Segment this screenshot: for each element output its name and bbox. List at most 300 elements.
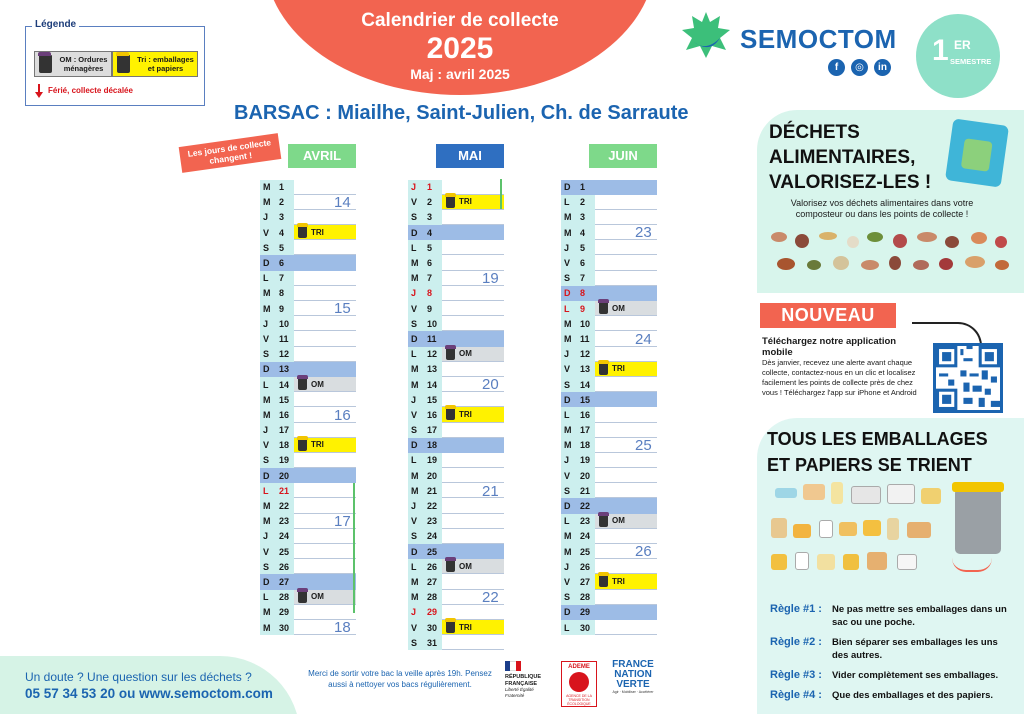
- day-number: 9: [279, 303, 285, 314]
- day-cell: [561, 605, 595, 620]
- day-letter: D: [411, 333, 418, 344]
- day-letter: D: [263, 364, 270, 375]
- day-number: 25: [427, 546, 438, 557]
- day-number: 4: [279, 227, 285, 238]
- legend-om: [34, 51, 112, 77]
- day-number: 5: [580, 242, 586, 253]
- day-letter: M: [411, 364, 419, 375]
- day-cell: [561, 392, 595, 407]
- week-number: 14: [334, 193, 351, 211]
- collection-cell: [595, 605, 657, 620]
- day-letter: M: [263, 622, 271, 633]
- day-cell: [408, 453, 442, 468]
- collection-cell: [294, 180, 356, 195]
- day-letter: S: [411, 425, 418, 436]
- collection-cell: [595, 483, 657, 498]
- legend-om-label: OM : Ordures ménagères: [59, 55, 108, 73]
- rule-item: [770, 689, 1010, 702]
- day-cell: [408, 574, 442, 589]
- day-row: [561, 316, 657, 331]
- bag-icon: [771, 518, 787, 538]
- day-row: [260, 377, 356, 392]
- day-letter: J: [411, 501, 417, 512]
- day-cell: [408, 240, 442, 255]
- collection-cell: [442, 316, 504, 331]
- day-letter: D: [411, 546, 418, 557]
- day-letter: V: [411, 516, 418, 527]
- day-number: 12: [427, 349, 438, 360]
- day-number: 1: [279, 182, 285, 193]
- day-cell: [260, 498, 294, 513]
- week-number: 16: [334, 406, 351, 424]
- day-number: 20: [580, 470, 591, 481]
- day-row: [408, 620, 504, 635]
- collection-cell: [294, 544, 356, 559]
- food-icon: [777, 258, 795, 270]
- day-row: [561, 529, 657, 544]
- ademe-name: ADEME: [568, 664, 590, 670]
- collection-tag: TRI: [612, 364, 625, 374]
- fnv-line: FRANCE: [612, 659, 654, 670]
- day-row: [408, 240, 504, 255]
- day-letter: L: [411, 455, 417, 466]
- day-cell: [408, 620, 442, 635]
- food-scraps-illustration: [767, 232, 1017, 287]
- collection-cell: [595, 620, 657, 635]
- day-row: [260, 468, 356, 483]
- day-letter: L: [263, 485, 269, 496]
- collection-cell: [595, 468, 657, 483]
- bottle-icon: [775, 488, 797, 498]
- day-row: [260, 605, 356, 620]
- day-letter: M: [564, 318, 572, 329]
- rule-text: Vider complètement ses emballages.: [832, 670, 999, 681]
- collection-cell: [595, 392, 657, 407]
- day-letter: M: [411, 470, 419, 481]
- day-letter: V: [564, 576, 571, 587]
- food-waste-panel: [757, 110, 1024, 293]
- day-number: 28: [279, 592, 290, 603]
- cup-icon: [819, 520, 833, 538]
- day-number: 28: [427, 592, 438, 603]
- day-number: 28: [580, 592, 591, 603]
- republique-francaise-logo: [505, 661, 553, 707]
- collection-tag: OM: [311, 592, 324, 602]
- collection-cell: [442, 529, 504, 544]
- day-number: 1: [427, 182, 433, 193]
- paper-icon: [897, 554, 917, 570]
- day-letter: S: [411, 531, 418, 542]
- day-letter: J: [263, 212, 269, 223]
- day-cell: [260, 620, 294, 635]
- day-letter: D: [411, 440, 418, 451]
- day-number: 4: [580, 227, 586, 238]
- day-row: [260, 255, 356, 270]
- day-row: [408, 407, 504, 422]
- day-cell: [260, 225, 294, 240]
- day-letter: M: [263, 394, 271, 405]
- day-letter: M: [263, 409, 271, 420]
- day-letter: L: [564, 197, 570, 208]
- week-number: 23: [635, 224, 652, 242]
- collection-tag: OM: [612, 516, 625, 526]
- day-letter: L: [263, 592, 269, 603]
- day-row: [260, 210, 356, 225]
- day-cell: [408, 180, 442, 195]
- collection-cell: [442, 362, 504, 377]
- collection-cell: [595, 590, 657, 605]
- collection-cell: [294, 438, 356, 453]
- collection-cell: [294, 255, 356, 270]
- facebook-icon[interactable]: f: [828, 59, 845, 76]
- app-title: Téléchargez notre application mobile: [762, 336, 897, 358]
- footer-question: Un doute ? Une question sur les déchets ?: [25, 670, 252, 684]
- collection-cell: [595, 316, 657, 331]
- collection-cell: [442, 240, 504, 255]
- day-row: [408, 453, 504, 468]
- day-row: [408, 605, 504, 620]
- collection-cell: [595, 453, 657, 468]
- day-row: [561, 362, 657, 377]
- footer-background: [0, 656, 300, 714]
- day-letter: M: [564, 546, 572, 557]
- day-cell: [260, 240, 294, 255]
- day-row: [408, 316, 504, 331]
- collection-tag: TRI: [459, 622, 472, 632]
- day-number: 3: [580, 212, 586, 223]
- day-letter: M: [263, 182, 271, 193]
- day-number: 24: [580, 531, 591, 542]
- day-row: [408, 635, 504, 650]
- day-cell: [408, 483, 442, 498]
- day-row: [408, 529, 504, 544]
- day-letter: M: [263, 607, 271, 618]
- day-number: 26: [279, 561, 290, 572]
- day-number: 31: [427, 637, 438, 648]
- instagram-icon[interactable]: ◎: [851, 59, 868, 76]
- collection-cell: [442, 423, 504, 438]
- day-row: [408, 301, 504, 316]
- day-letter: M: [411, 592, 419, 603]
- rf-line: FRANÇAISE: [505, 680, 538, 687]
- food-icon: [939, 258, 953, 270]
- packaging-title-line: ET PAPIERS SE TRIENT: [767, 455, 972, 475]
- packaging-title: [767, 426, 988, 478]
- day-cell: [408, 407, 442, 422]
- day-cell: [260, 347, 294, 362]
- day-cell: [561, 255, 595, 270]
- day-cell: [561, 347, 595, 362]
- day-number: 23: [427, 516, 438, 527]
- day-cell: [260, 271, 294, 286]
- day-letter: D: [564, 501, 571, 512]
- food-icon: [965, 256, 985, 268]
- month-header: MAI: [436, 144, 504, 168]
- day-letter: J: [263, 425, 269, 436]
- rule-label: Règle #4 :: [770, 689, 822, 701]
- day-letter: J: [564, 242, 570, 253]
- om-bin-icon: [298, 591, 307, 603]
- day-number: 16: [279, 409, 290, 420]
- day-letter: J: [564, 349, 570, 360]
- food-icon: [917, 232, 937, 242]
- day-cell: [408, 347, 442, 362]
- day-row: [561, 180, 657, 195]
- day-number: 10: [279, 318, 290, 329]
- day-row: [561, 347, 657, 362]
- day-cell: [408, 225, 442, 240]
- day-letter: M: [564, 227, 572, 238]
- tri-bin-icon: [446, 196, 455, 208]
- day-letter: S: [564, 485, 571, 496]
- day-number: 18: [427, 440, 438, 451]
- collection-cell: [595, 301, 657, 316]
- day-number: 14: [427, 379, 438, 390]
- day-number: 23: [580, 516, 591, 527]
- collection-tag: OM: [311, 379, 324, 389]
- collection-cell: [595, 574, 657, 589]
- food-icon: [945, 236, 959, 248]
- day-number: 21: [279, 485, 290, 496]
- week-number: 25: [635, 436, 652, 454]
- collection-cell: [294, 559, 356, 574]
- day-row: [561, 271, 657, 286]
- footer-contact[interactable]: 05 57 34 53 20 ou www.semoctom.com: [25, 686, 273, 701]
- om-bin-icon: [599, 515, 608, 527]
- day-number: 25: [580, 546, 591, 557]
- collection-cell: [442, 620, 504, 635]
- day-number: 5: [279, 242, 285, 253]
- day-cell: [260, 331, 294, 346]
- day-row: [561, 498, 657, 513]
- collection-cell: [442, 559, 504, 574]
- day-number: 17: [279, 425, 290, 436]
- week-number: 17: [334, 512, 351, 530]
- day-cell: [561, 195, 595, 210]
- month-header: AVRIL: [288, 144, 356, 168]
- day-cell: [408, 590, 442, 605]
- day-number: 10: [427, 318, 438, 329]
- day-cell: [408, 377, 442, 392]
- tri-bin-icon: [298, 226, 307, 238]
- semester-badge: [916, 14, 1000, 98]
- day-cell: [561, 407, 595, 422]
- day-letter: M: [263, 501, 271, 512]
- day-cell: [260, 559, 294, 574]
- day-row: [561, 195, 657, 210]
- collection-cell: [442, 498, 504, 513]
- day-row: [408, 559, 504, 574]
- collection-tag: TRI: [311, 227, 324, 237]
- rule-text: Ne pas mettre ses emballages dans un sac ou une poche.: [832, 604, 1007, 628]
- day-letter: S: [263, 455, 270, 466]
- day-number: 7: [279, 273, 285, 284]
- day-letter: J: [411, 607, 417, 618]
- collection-cell: [595, 180, 657, 195]
- day-cell: [260, 423, 294, 438]
- collection-cell: [294, 453, 356, 468]
- food-icon: [771, 232, 787, 242]
- day-number: 26: [427, 561, 438, 572]
- collection-cell: [294, 316, 356, 331]
- collection-cell: [294, 392, 356, 407]
- semoctom-leaf-icon: [680, 8, 732, 60]
- brand-name: SEMOCTOM: [740, 24, 897, 54]
- day-number: 12: [279, 349, 290, 360]
- rule-label: Règle #2 :: [770, 636, 822, 648]
- france-nation-verte-logo: [605, 660, 661, 708]
- day-letter: V: [411, 409, 418, 420]
- day-row: [260, 453, 356, 468]
- collection-cell: [442, 407, 504, 422]
- food-icon: [795, 234, 809, 248]
- new-badge: NOUVEAU: [760, 303, 896, 328]
- day-row: [561, 468, 657, 483]
- collection-cell: [595, 514, 657, 529]
- day-number: 25: [279, 546, 290, 557]
- week-number: 18: [334, 619, 351, 637]
- legend-title: Légende: [32, 19, 79, 30]
- location-title: [234, 102, 689, 125]
- day-cell: [260, 453, 294, 468]
- newspaper-icon: [851, 486, 881, 504]
- food-waste-title-line: VALORISEZ-LES !: [769, 172, 932, 193]
- day-row: [561, 483, 657, 498]
- day-number: 8: [580, 288, 586, 299]
- day-number: 23: [279, 516, 290, 527]
- collection-cell: [442, 635, 504, 650]
- day-row: [561, 210, 657, 225]
- day-letter: M: [564, 440, 572, 451]
- box-icon: [867, 552, 887, 570]
- day-row: [408, 255, 504, 270]
- day-number: 22: [279, 501, 290, 512]
- day-letter: V: [411, 622, 418, 633]
- day-number: 21: [427, 485, 438, 496]
- day-letter: S: [564, 592, 571, 603]
- day-letter: J: [564, 561, 570, 572]
- food-icon: [819, 232, 837, 240]
- day-cell: [408, 316, 442, 331]
- day-number: 3: [279, 212, 285, 223]
- day-cell: [561, 423, 595, 438]
- day-cell: [561, 483, 595, 498]
- day-row: [561, 392, 657, 407]
- arrow-icon: [952, 558, 992, 572]
- location-city: BARSAC :: [234, 102, 332, 124]
- day-number: 9: [580, 303, 586, 314]
- day-number: 6: [427, 258, 433, 269]
- collection-tag: TRI: [612, 576, 625, 586]
- collection-cell: [294, 529, 356, 544]
- day-number: 12: [580, 349, 591, 360]
- day-number: 18: [580, 440, 591, 451]
- collection-cell: [294, 347, 356, 362]
- om-bin-icon: [446, 348, 455, 360]
- day-row: [561, 590, 657, 605]
- day-cell: [260, 362, 294, 377]
- day-row: [260, 423, 356, 438]
- day-cell: [260, 377, 294, 392]
- collection-cell: [442, 468, 504, 483]
- collection-cell: [595, 210, 657, 225]
- collection-cell: [595, 423, 657, 438]
- day-number: 4: [427, 227, 433, 238]
- day-number: 2: [427, 197, 433, 208]
- semester-word: SEMESTRE: [950, 57, 992, 66]
- social-links: [828, 59, 891, 76]
- day-row: [408, 331, 504, 346]
- day-cell: [408, 331, 442, 346]
- day-letter: J: [411, 182, 417, 193]
- qr-code-icon[interactable]: [933, 343, 1003, 413]
- week-number: 22: [482, 588, 499, 606]
- day-row: [408, 514, 504, 529]
- om-bin-icon: [599, 302, 608, 314]
- day-cell: [408, 286, 442, 301]
- day-number: 27: [580, 576, 591, 587]
- collection-cell: [294, 225, 356, 240]
- day-number: 19: [279, 455, 290, 466]
- food-icon: [893, 234, 907, 248]
- day-row: [408, 544, 504, 559]
- food-icon: [889, 256, 901, 270]
- tri-bin-icon: [446, 408, 455, 420]
- day-letter: S: [411, 318, 418, 329]
- linkedin-icon[interactable]: in: [874, 59, 891, 76]
- day-row: [260, 574, 356, 589]
- food-icon: [807, 260, 821, 270]
- collection-tag: TRI: [459, 409, 472, 419]
- day-row: [561, 514, 657, 529]
- sorting-rules: [770, 603, 1010, 709]
- day-cell: [408, 271, 442, 286]
- day-cell: [561, 574, 595, 589]
- day-number: 20: [279, 470, 290, 481]
- day-cell: [260, 438, 294, 453]
- food-icon: [861, 260, 879, 270]
- collection-cell: [442, 347, 504, 362]
- day-number: 8: [427, 288, 433, 299]
- collection-cell: [442, 255, 504, 270]
- cup-icon: [795, 552, 809, 570]
- month-header: JUIN: [589, 144, 657, 168]
- can-icon: [793, 524, 811, 538]
- day-cell: [408, 392, 442, 407]
- rule-label: Règle #1 :: [770, 603, 822, 615]
- calendar-title: Calendrier de collecte: [361, 10, 559, 31]
- day-letter: L: [411, 561, 417, 572]
- day-number: 1: [580, 182, 586, 193]
- collection-cell: [442, 286, 504, 301]
- day-number: 22: [427, 501, 438, 512]
- magazine-icon: [887, 484, 915, 504]
- day-letter: D: [564, 394, 571, 405]
- day-number: 2: [279, 197, 285, 208]
- day-cell: [561, 331, 595, 346]
- day-row: [561, 286, 657, 301]
- collection-cell: [442, 210, 504, 225]
- day-row: [408, 180, 504, 195]
- bottle-icon: [817, 554, 835, 570]
- rf-line: RÉPUBLIQUE: [505, 674, 542, 680]
- day-cell: [561, 362, 595, 377]
- legend-tri-label: Tri : emballages et papiers: [137, 55, 194, 73]
- day-cell: [260, 210, 294, 225]
- rule-text: Que des emballages et des papiers.: [832, 690, 994, 701]
- day-letter: D: [263, 576, 270, 587]
- week-number: 26: [635, 543, 652, 561]
